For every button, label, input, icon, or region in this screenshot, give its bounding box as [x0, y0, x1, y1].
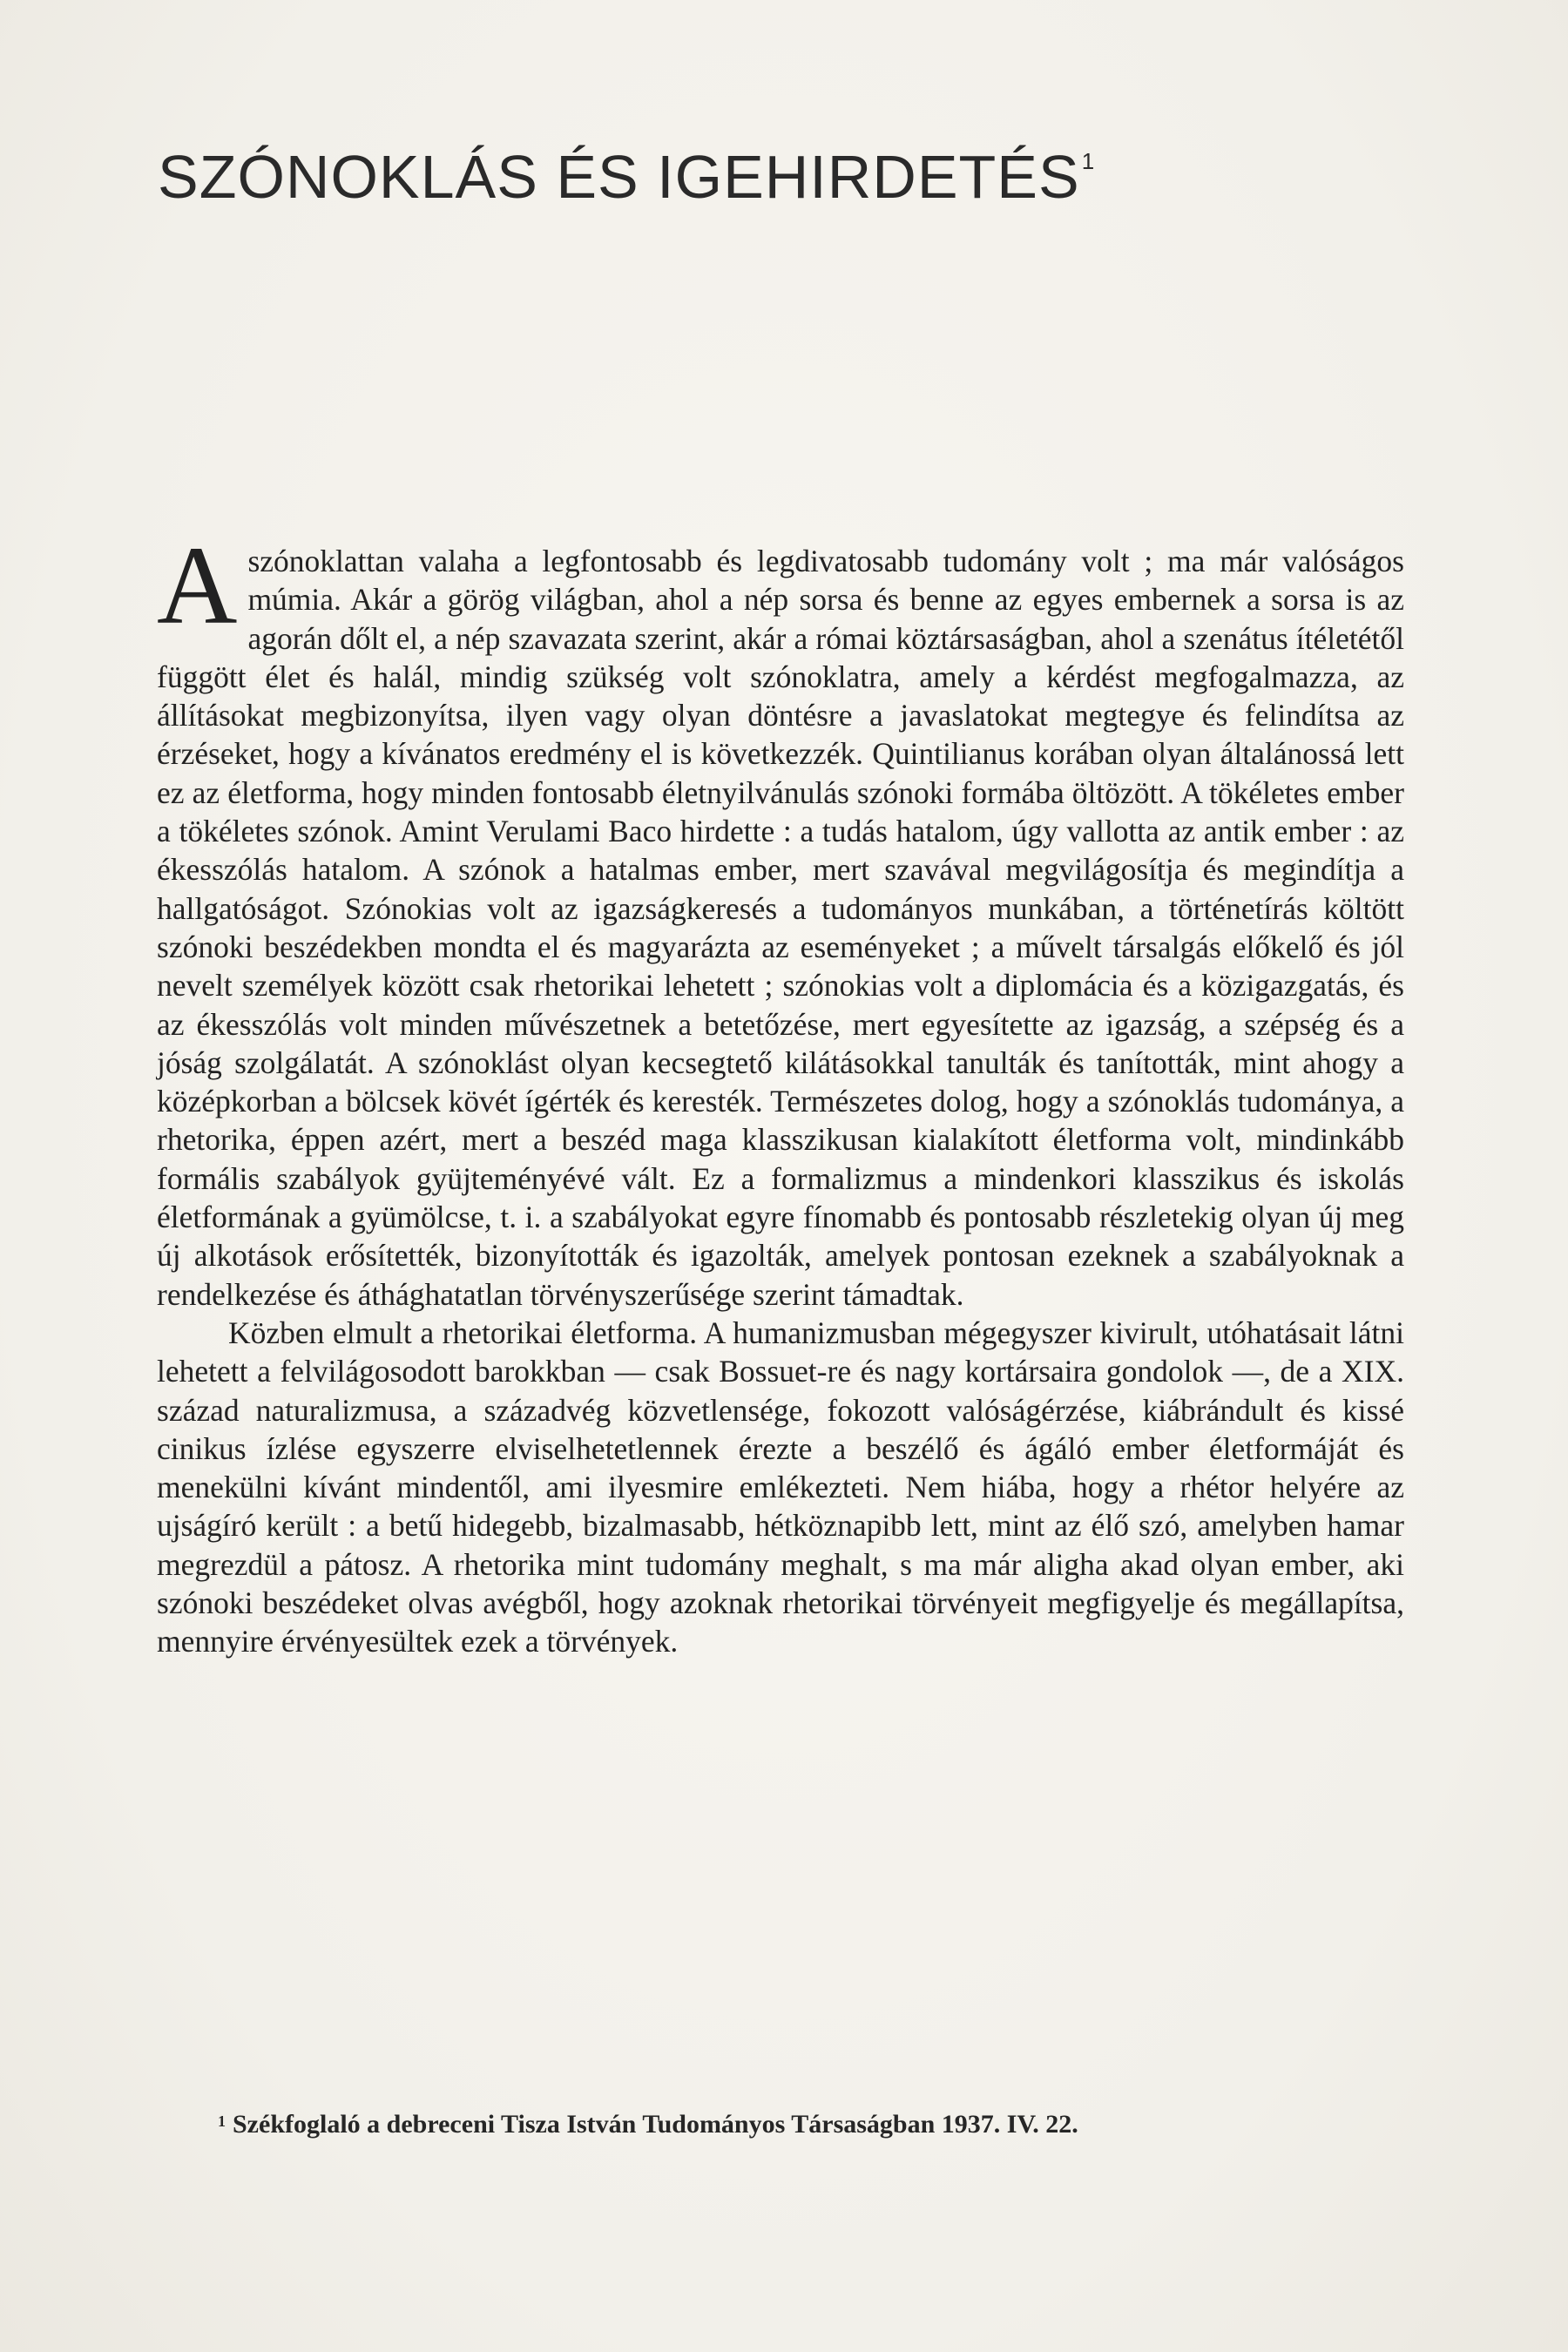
- paragraph-1-text: szónoklattan valaha a legfontosabb és legdivatosabb tudomány volt ; ma már valóságos múmia. Akár a görög világban, ahol a nép sorsa és benne az egyes embernek a sorsa is az agorán dőlt el, a nép szavazata szerint, akár a római köztársaságban, ahol a szenátus ítéletétől függött élet és halál, mindig szükség volt szónoklatra, amely a kérdést megfogalmazza, az állításokat megbizonyítsa, ilyen vagy olyan döntésre a javaslatokat megtegye és felindítsa az érzéseket, hogy a kívánatos eredmény el is következzék. Quintilianus korában olyan általánossá lett ez az életforma, hogy minden fontosabb életnyilvánulás szónoki formába öltözött. A tökéletes ember a tökéletes szónok. Amint Verulami Baco hirdette : a tudás hatalom, úgy vallotta az antik ember : az ékesszólás hatalom. A szónok a hatalmas ember, mert szavával megvilágosítja és megindítja a hallgatóságot. Szónokias volt az igazságkeresés a tudományos munkában, a történetírás költött szónoki beszédekben mondta el és magyarázta az eseményeket ; a művelt társalgás előkelő és jól nevelt személyek között csak rhetorikai lehetett ; szónokias volt a diplomácia és a közigazgatás, és az ékesszólás volt minden művészetnek a betetőzése, mert egyesítette az igazság, a szépség és a jóság szolgálatát. A szónoklást olyan kecsegtető kilátásokkal tanulták és tanították, mint ahogy a középkorban a bölcsek kövét ígérték és keresték. Természetes dolog, hogy a szónoklás tudománya, a rhetorika, éppen azért, mert a beszéd maga klasszikusan kialakított életforma volt, mindinkább formális szabályok gyüjteményévé vált. Ez a formalizmus a mindenkori klasszikus és iskolás életformának a gyümölcse, t. i. a szabályokat egyre fínomabb és pontosabb részletekig olyan új meg új alkotások erősítették, bizonyították és igazolták, amelyek pontosan ezeknek a szabályoknak a rendelkezése és áthághatatlan törvényszerűsége szerint támadtak.: [157, 544, 1404, 1312]
- body-text: [157, 524, 1404, 1661]
- drop-cap: A: [157, 524, 238, 647]
- paragraph-1: [157, 524, 1404, 1314]
- page-title: [158, 143, 1096, 211]
- title-footnote-mark: 1: [1081, 148, 1096, 174]
- footnote: [218, 2112, 1078, 2138]
- footnote-mark: 1: [218, 2112, 226, 2130]
- title-text: SZÓNOKLÁS ÉS IGEHIRDETÉS: [158, 143, 1080, 211]
- footnote-text: Székfoglaló a debreceni Tisza István Tudományos Társaságban 1937. IV. 22.: [233, 2110, 1078, 2139]
- paragraph-2: Közben elmult a rhetorikai életforma. A humanizmusban mégegyszer kivirult, utóhatásait látni lehetett a felvilágosodott barokkban — csak Bossuet-re és nagy kortársaira gondolok —, de a XIX. század naturalizmusa, a századvég közvetlensége, fokozott valóságérzése, kiábrándult és kissé cinikus ízlése egyszerre elviselhetetlennek érezte a beszélő és ágáló ember életformáját és menekülni kívánt mindentől, ami ilyesmire emlékezteti. Nem hiába, hogy a rhétor helyére az ujságíró került : a betű hidegebb, bizalmasabb, hétköznapibb lett, mint az élő szó, amelyben hamar megrezdül a pátosz. A rhetorika mint tudomány meghalt, s ma már aligha akad olyan ember, aki szónoki beszédeket olvas avégből, hogy azoknak rhetorikai törvényeit megfigyelje és megállapítsa, mennyire érvényesültek ezek a törvények.: [157, 1315, 1404, 1659]
